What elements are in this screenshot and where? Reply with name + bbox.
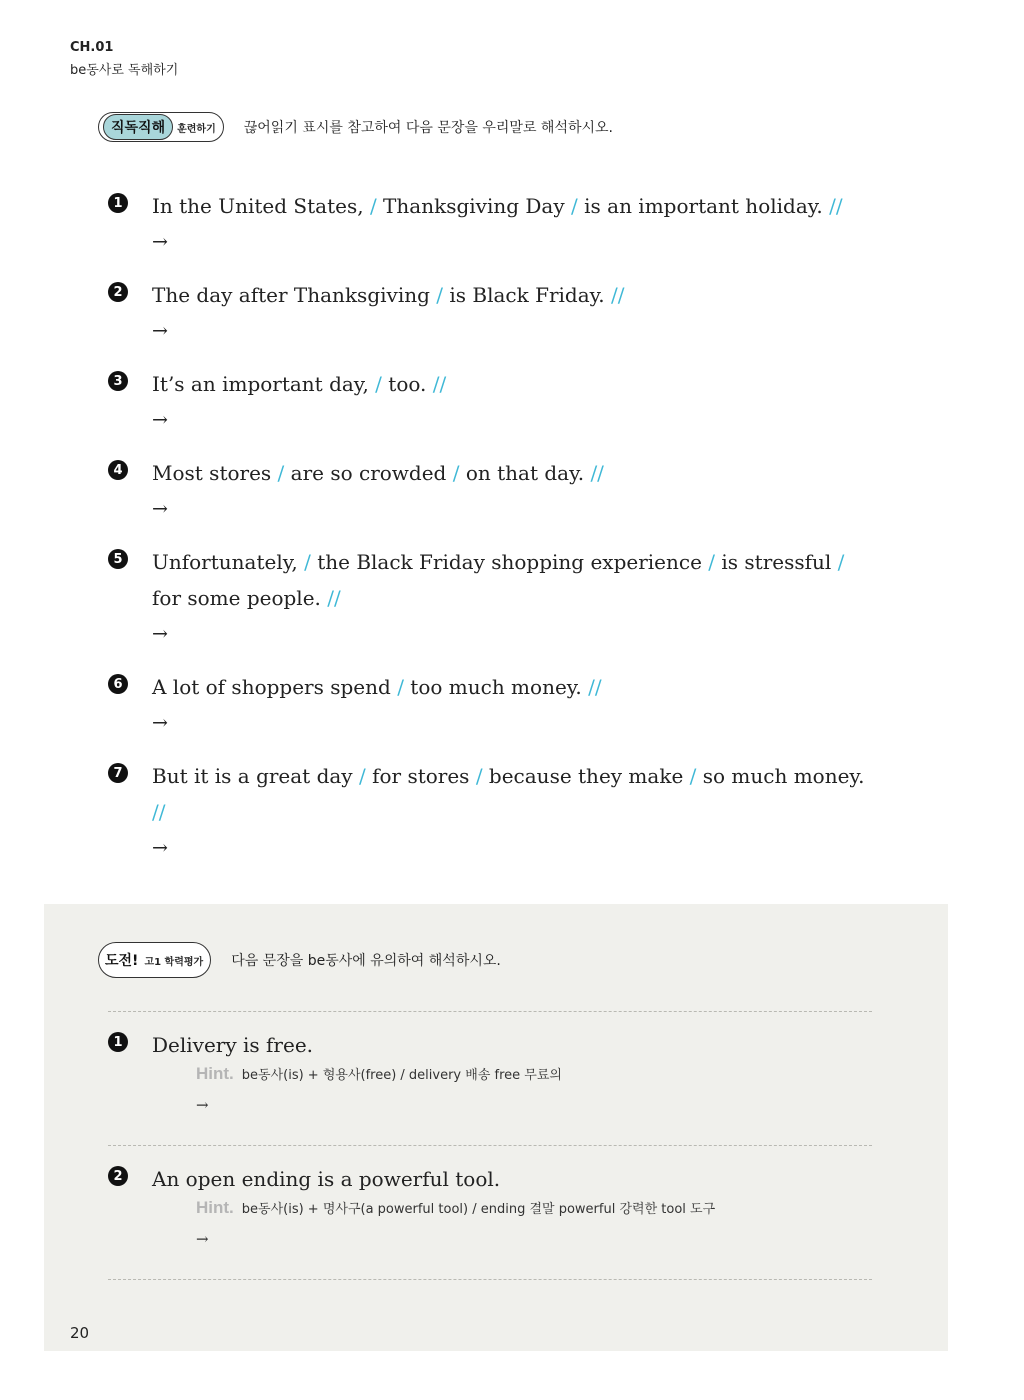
- answer-arrow: →: [152, 498, 168, 520]
- sentence-chunk: for stores: [372, 764, 470, 788]
- challenge-item-1: [108, 1027, 868, 1123]
- chunk-separator: /: [475, 764, 483, 788]
- sentence-chunk: A lot of shoppers spend: [152, 675, 391, 699]
- sentence-chunk: are so crowded: [290, 461, 447, 485]
- answer-arrow: →: [152, 320, 168, 342]
- chunk-separator: /: [837, 550, 845, 574]
- chunk-separator: /: [375, 372, 382, 396]
- section2-badge-small: 고1 학력평가: [144, 956, 204, 968]
- section1-badge-main: 직독직해: [103, 114, 173, 140]
- hint-label: Hint.: [196, 1198, 234, 1217]
- sentence-chunk: because they make: [488, 764, 684, 788]
- sentence-chunk: for some people.: [152, 586, 321, 610]
- chunk-separator: /: [369, 194, 377, 218]
- exercise-item-1: [108, 188, 868, 260]
- item-number: 2: [108, 282, 128, 302]
- sentence-chunk: so much money.: [702, 764, 865, 788]
- hint: [196, 1197, 868, 1221]
- hint-label: Hint.: [196, 1064, 234, 1083]
- item-number: 2: [108, 1166, 128, 1186]
- section1-exercise-list: [108, 188, 868, 883]
- chunk-separator: /: [304, 550, 311, 574]
- exercise-item-7: [108, 758, 868, 866]
- chapter-number: CH.01: [70, 40, 114, 55]
- item-number: 5: [108, 549, 128, 569]
- chunk-separator: /: [436, 283, 444, 307]
- sentence-chunk: is stressful: [721, 550, 832, 574]
- sentence: [152, 758, 868, 830]
- chunk-separator: /: [689, 764, 697, 788]
- item-number: 4: [108, 460, 128, 480]
- end-marker: //: [590, 461, 604, 485]
- sentence-chunk: is an important holiday.: [584, 194, 823, 218]
- sentence-chunk: It’s an important day,: [152, 372, 369, 396]
- item-number: 1: [108, 193, 128, 213]
- section2-instruction: 다음 문장을 be동사에 유의하여 해석하시오.: [231, 953, 501, 969]
- page-number: 20: [70, 1324, 90, 1342]
- sentence-chunk: on that day.: [465, 461, 585, 485]
- sentence: [152, 366, 868, 402]
- challenge-sentence: An open ending is a powerful tool.: [152, 1167, 501, 1191]
- sentence-chunk: Most stores: [152, 461, 272, 485]
- item-number: 3: [108, 371, 128, 391]
- end-marker: //: [611, 283, 625, 307]
- sentence-chunk: too much money.: [410, 675, 582, 699]
- sentence: [152, 455, 868, 491]
- section1-badge: [98, 112, 224, 142]
- answer-arrow: →: [152, 712, 168, 734]
- challenge-sentence: Delivery is free.: [152, 1033, 314, 1057]
- sentence-chunk: too.: [388, 372, 427, 396]
- answer-arrow: →: [196, 1096, 209, 1114]
- sentence: [152, 544, 868, 616]
- sentence: [152, 669, 868, 705]
- section2-badge: [98, 942, 211, 978]
- section2-heading: [98, 942, 501, 978]
- answer-arrow: →: [152, 623, 168, 645]
- answer-arrow: →: [152, 231, 168, 253]
- exercise-item-4: [108, 455, 868, 527]
- answer-arrow: →: [152, 837, 168, 859]
- end-marker: //: [152, 800, 166, 824]
- sentence-chunk: is Black Friday.: [449, 283, 605, 307]
- item-number: 1: [108, 1032, 128, 1052]
- exercise-item-6: [108, 669, 868, 741]
- end-marker: //: [829, 194, 843, 218]
- exercise-item-3: [108, 366, 868, 438]
- sentence-chunk: Thanksgiving Day: [383, 194, 565, 218]
- sentence: [152, 277, 868, 313]
- section1-instruction: 끊어읽기 표시를 참고하여 다음 문장을 우리말로 해석하시오.: [243, 120, 613, 136]
- chunk-separator: /: [571, 194, 578, 218]
- exercise-item-2: [108, 277, 868, 349]
- chunk-separator: /: [397, 675, 404, 699]
- chunk-separator: /: [358, 764, 366, 788]
- hint-text: be동사(is) + 명사구(a powerful tool) / ending 결말 powerful 강력한 tool 도구: [241, 1202, 716, 1217]
- hint-text: be동사(is) + 형용사(free) / delivery 배송 free 무료의: [241, 1068, 562, 1083]
- sentence-chunk: Unfortunately,: [152, 550, 298, 574]
- chunk-separator: /: [452, 461, 460, 485]
- hint: [196, 1063, 868, 1087]
- chapter-header: [70, 40, 178, 78]
- sentence: [152, 188, 868, 224]
- item-number: 7: [108, 763, 128, 783]
- end-marker: //: [432, 372, 447, 396]
- divider: [108, 1011, 872, 1012]
- challenge-item-2: [108, 1161, 868, 1257]
- end-marker: //: [327, 586, 341, 610]
- exercise-item-5: [108, 544, 868, 652]
- divider: [108, 1279, 872, 1280]
- end-marker: //: [588, 675, 602, 699]
- sentence-chunk: the Black Friday shopping experience: [317, 550, 702, 574]
- sentence-chunk: But it is a great day: [152, 764, 353, 788]
- chapter-subtitle: be동사로 독해하기: [70, 63, 179, 78]
- divider: [108, 1145, 872, 1146]
- answer-arrow: →: [196, 1230, 209, 1248]
- item-number: 6: [108, 674, 128, 694]
- chunk-separator: /: [277, 461, 285, 485]
- sentence-chunk: In the United States,: [152, 194, 364, 218]
- section1-badge-small: 훈련하기: [177, 123, 216, 135]
- chunk-separator: /: [708, 550, 716, 574]
- answer-arrow: →: [152, 409, 168, 431]
- sentence-chunk: The day after Thanksgiving: [152, 283, 430, 307]
- section1-heading: [98, 112, 613, 142]
- section2-badge-main: 도전!: [103, 948, 140, 972]
